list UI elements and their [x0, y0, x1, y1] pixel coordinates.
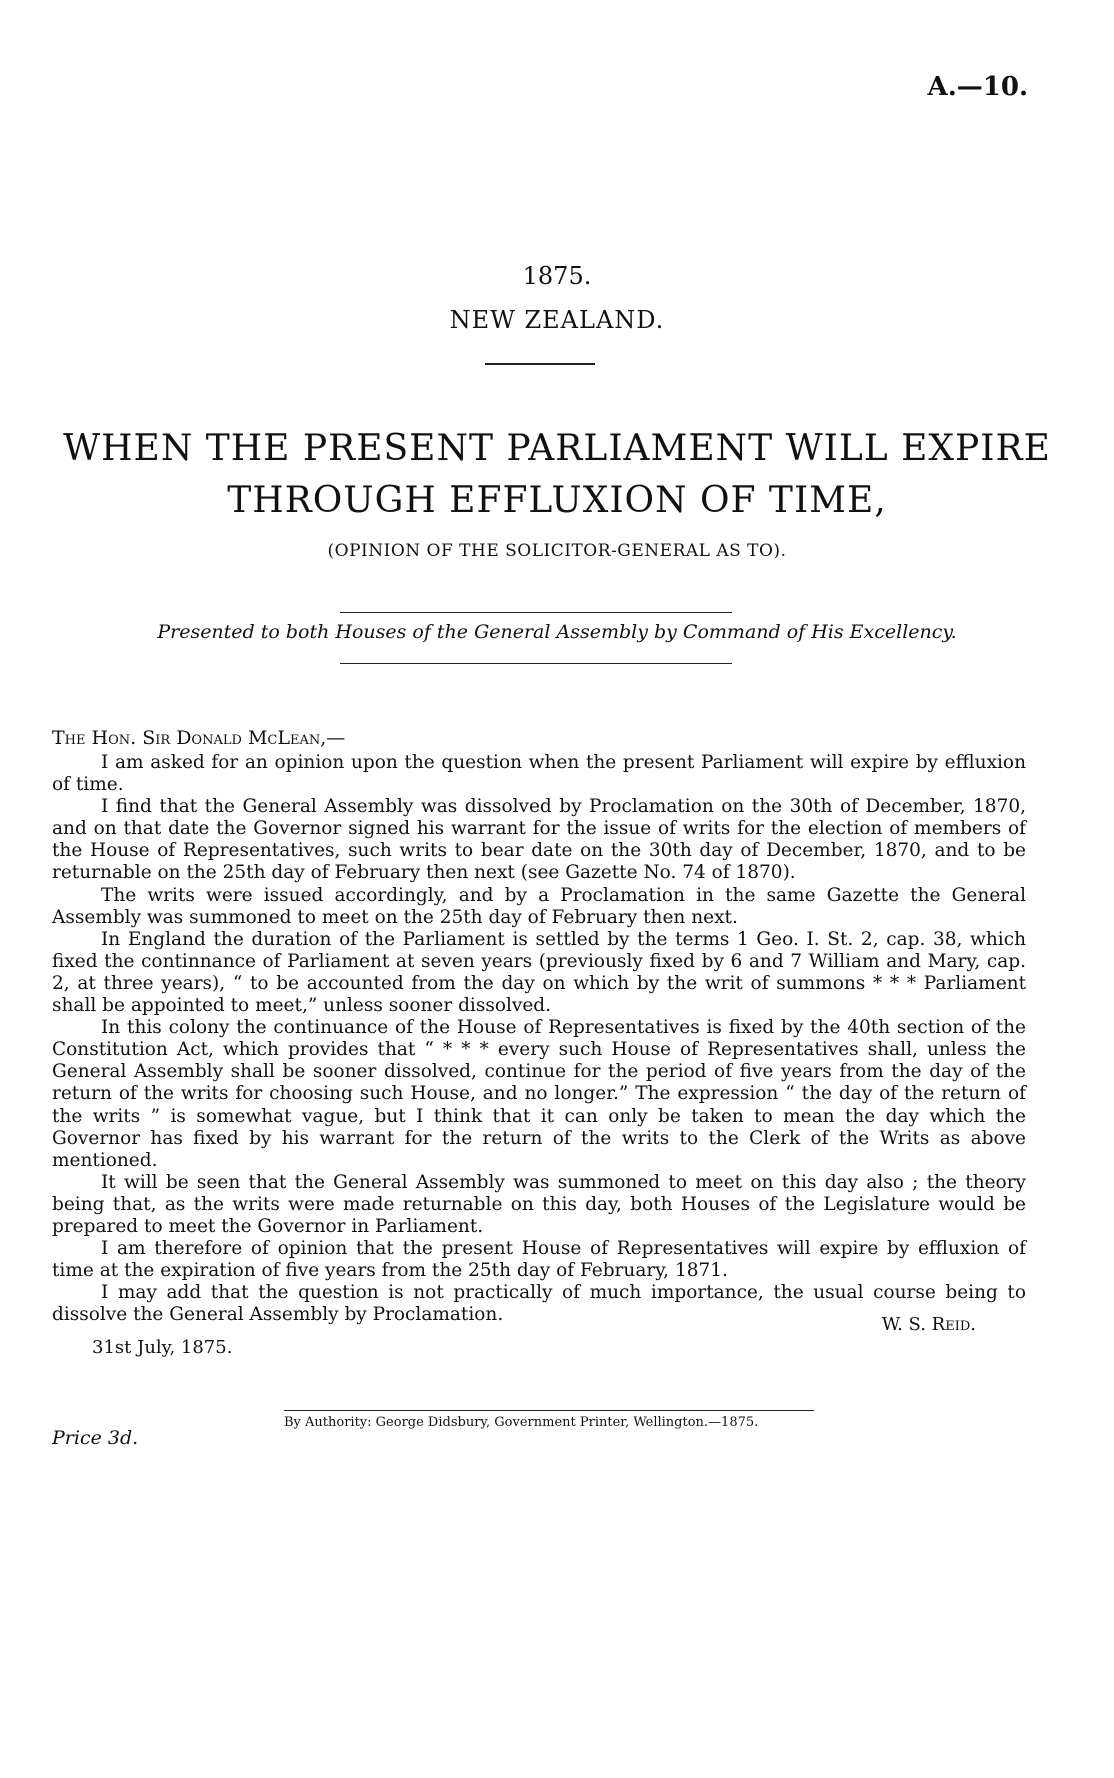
letter-date: 31st July, 1875. — [92, 1337, 233, 1358]
letter-signature: W. S. Reid. — [881, 1314, 976, 1335]
letter-paragraph: It will be seen that the General Assembly was summoned to meet on this day also ; the theory being that, as the writs were made returnable on this day, both Houses of the Legislature would be prepared to meet the Governor in Parliament. — [52, 1171, 1026, 1237]
printer-authority: By Authority: George Didsbury, Government Printer, Wellington.—1875. — [284, 1415, 759, 1430]
letter-paragraph: The writs were issued accordingly, and by a Proclamation in the same Gazette the General Assembly was summoned to meet on the 25th day of February then next. — [52, 884, 1026, 928]
letter-paragraph: I am therefore of opinion that the present House of Representatives will expire by effluxion of time at the expiration of five years from the 25th day of February, 1871. — [52, 1238, 1026, 1282]
letter-body — [52, 752, 1026, 1326]
document-title-line-2: THROUGH EFFLUXION OF TIME, — [227, 480, 887, 521]
presented-line: Presented to both Houses of the General Assembly by Command of His Excellency. — [157, 621, 957, 643]
footer-divider — [284, 1410, 814, 1411]
document-reference: A.—10. — [927, 72, 1028, 102]
heading-divider — [485, 363, 595, 365]
presented-divider-bottom — [340, 663, 732, 664]
letter-paragraph: I may add that the question is not practically of much importance, the usual course being to dissolve the General Assembly by Proclamation. — [52, 1282, 1026, 1326]
letter-addressee: The Hon. Sir Donald McLean,— — [52, 727, 346, 749]
document-country: NEW ZEALAND. — [449, 306, 665, 334]
presented-divider-top — [340, 612, 732, 613]
document-price: Price 3d. — [52, 1427, 139, 1449]
document-year: 1875. — [522, 262, 592, 290]
letter-paragraph: In England the duration of the Parliament is settled by the terms 1 Geo. I. St. 2, cap. 38, which fixed the continnance of Parliament at seven years (previously fixed by 6 and 7 William and Mary, cap. 2, at three years), “ to be accounted from the day on which by the writ of summons * * * Parliament shall be appointed to meet,” unless sooner dissolved. — [52, 928, 1026, 1017]
letter-paragraph: I find that the General Assembly was dissolved by Proclamation on the 30th of December, 1870, and on that date the Governor signed his warrant for the issue of writs for the election of members of the House of Representatives, such writs to bear date on the 30th day of December, 1870, and to be returnable on the 25th day of February then next (see Gazette No. 74 of 1870). — [52, 796, 1026, 884]
document-subtitle: (OPINION OF THE SOLICITOR-GENERAL AS TO). — [327, 541, 787, 561]
letter-paragraph: I am asked for an opinion upon the question when the present Parliament will expire by effluxion of time. — [52, 752, 1026, 796]
document-title-line-1: WHEN THE PRESENT PARLIAMENT WILL EXPIRE — [63, 428, 1051, 469]
letter-paragraph: In this colony the continuance of the House of Representatives is fixed by the 40th section of the Constitution Act, which provides that “ * * * every such House of Representatives shall, unless the General Assembly shall be sooner dissolved, continue for the period of five years from the day of the return of the writs for choosing such House, and no longer.” The expression “ the day of the return of the writs ” is somewhat vague, but I think that it can only be taken to mean the day which the Governor has fixed by his warrant for the return of the writs to the Clerk of the Writs as above mentioned. — [52, 1017, 1026, 1171]
